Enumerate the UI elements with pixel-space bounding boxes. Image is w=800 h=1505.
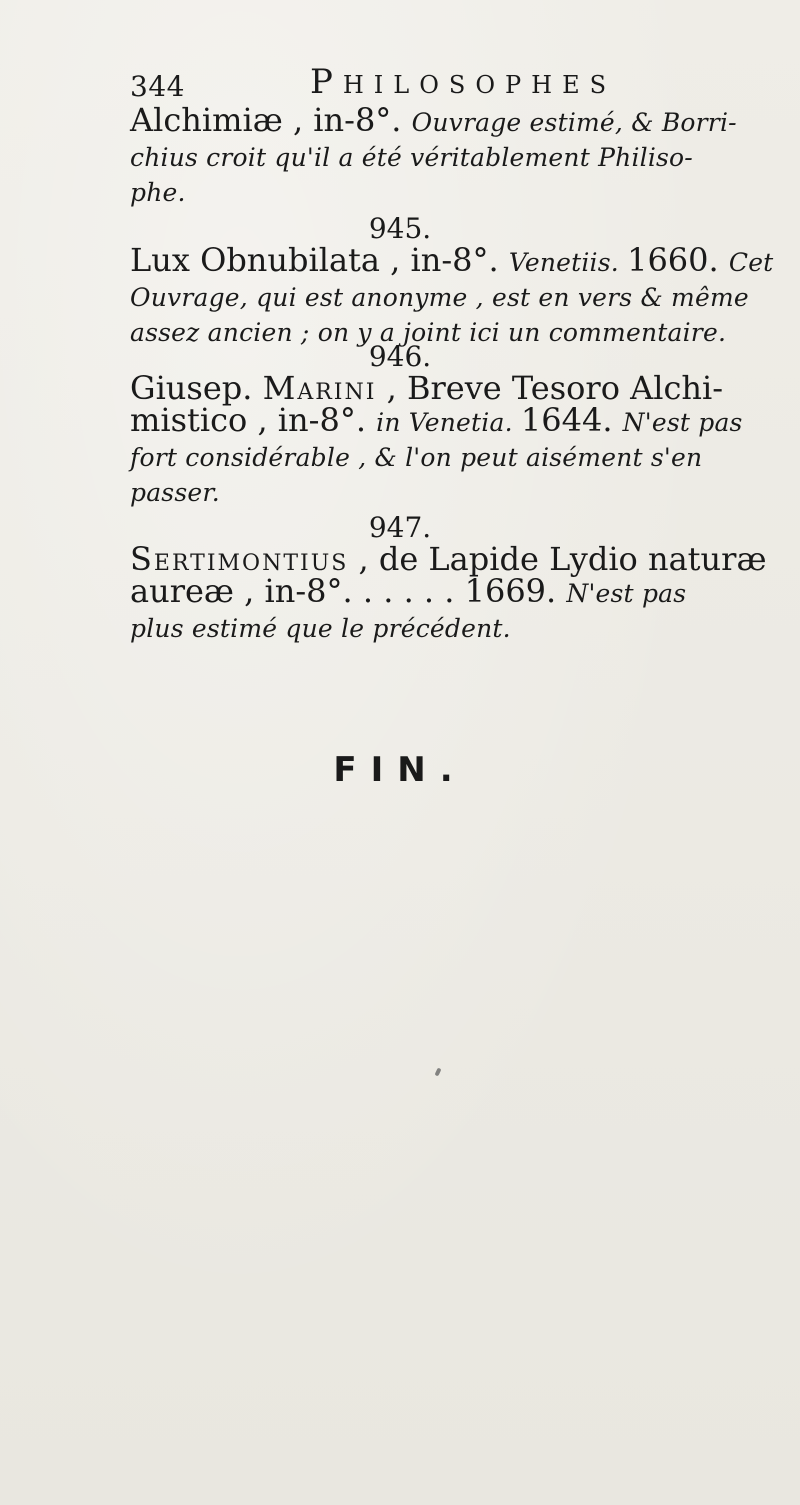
fin-heading: FIN. bbox=[333, 750, 467, 790]
entry-946 bbox=[130, 369, 743, 509]
text-line: phe. bbox=[130, 178, 186, 207]
author-name: Marini bbox=[262, 369, 377, 407]
author-first-name: Giusep. bbox=[130, 369, 263, 407]
text-line: fort considérable , & l'on peut aisément s'en bbox=[130, 443, 703, 472]
text-line: Alchimiæ , in-8°. Ouvrage estimé, & Borri- bbox=[130, 101, 737, 139]
page-number: 344 bbox=[130, 70, 185, 103]
text-line: assez ancien ; on y a joint ici un commentaire. bbox=[130, 318, 727, 347]
entry-945 bbox=[130, 241, 774, 349]
text-line: plus estimé que le précédent. bbox=[130, 614, 511, 643]
text-line: chius croit qu'il a été véritablement Philiso- bbox=[130, 143, 693, 172]
text-line: passer. bbox=[130, 478, 220, 507]
page-header bbox=[130, 62, 730, 102]
entry-number: 945. bbox=[368, 212, 432, 245]
text-line: Giusep. Marini , Breve Tesoro Alchi- bbox=[130, 369, 724, 407]
text-line: aureæ , in-8°. . . . . . 1669. N'est pas bbox=[130, 572, 687, 610]
text-line: Sertimontius , de Lapide Lydio naturæ bbox=[130, 540, 767, 578]
text-line: mistico , in-8°. in Venetia. 1644. N'est pas bbox=[130, 401, 743, 439]
entry-continuation bbox=[130, 101, 742, 209]
entry-947 bbox=[130, 540, 767, 645]
text-line: Ouvrage, qui est anonyme , est en vers & même bbox=[130, 283, 749, 312]
entry-number: 946. bbox=[368, 340, 432, 373]
running-title: Philosophes bbox=[310, 62, 617, 102]
author-name: Sertimontius bbox=[130, 540, 349, 578]
text-line: Lux Obnubilata , in-8°. Venetiis. 1660. Cet bbox=[130, 241, 774, 279]
ink-speck bbox=[434, 1068, 441, 1077]
entry-number: 947. bbox=[368, 511, 432, 544]
